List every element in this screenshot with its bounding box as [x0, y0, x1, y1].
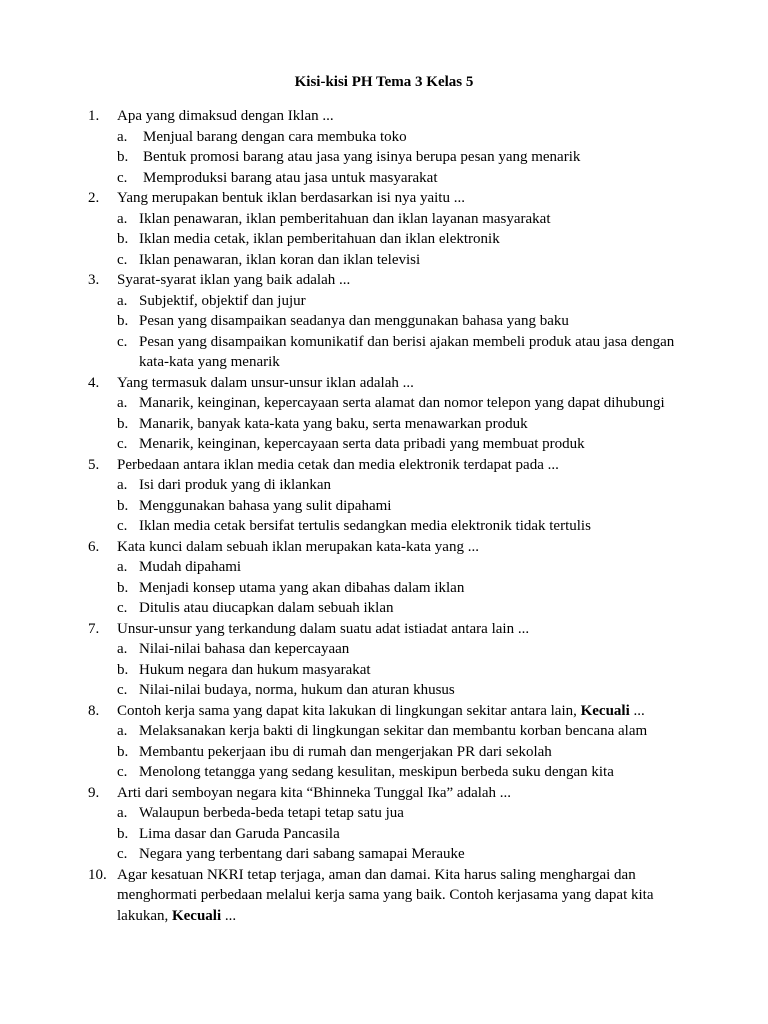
option-item [117, 229, 680, 250]
option-letter: a. [117, 210, 128, 227]
option-item [117, 475, 680, 496]
option-text: Menjual barang dengan cara membuka toko [143, 128, 407, 145]
option-item [117, 578, 680, 599]
option-item [117, 393, 680, 414]
option-text: Iklan media cetak, iklan pemberitahuan dan iklan elektronik [139, 231, 500, 247]
question-item [0, 455, 768, 537]
question-number: 2. [88, 190, 100, 206]
option-letter: c. [117, 169, 128, 186]
option-item [117, 209, 680, 230]
option-text: Pesan yang disampaikan komunikatif dan berisi ajakan membeli produk atau jasa dengan kata-kata yang menarik [139, 333, 675, 370]
option-item [117, 721, 680, 742]
option-letter: b. [117, 149, 129, 165]
question-number: 8. [88, 702, 100, 719]
option-text: Iklan penawaran, iklan pemberitahuan dan iklan layanan masyarakat [139, 210, 551, 227]
option-letter: c. [117, 251, 128, 268]
option-item [117, 639, 680, 660]
option-letter: b. [117, 661, 129, 678]
option-text: Iklan media cetak bersifat tertulis sedangkan media elektronik tidak tertulis [139, 518, 591, 534]
option-text: Memproduksi barang atau jasa untuk masyarakat [143, 169, 438, 186]
question-item [0, 373, 768, 455]
option-item [117, 311, 680, 332]
option-text: Menarik, keinginan, kepercayaan serta data pribadi yang membuat produk [139, 436, 585, 452]
question-number: 6. [88, 538, 100, 555]
question-text-tail: ... [629, 702, 645, 719]
option-letter: a. [117, 128, 128, 145]
option-letter: a. [117, 292, 128, 309]
option-letter: b. [117, 497, 129, 514]
option-list [117, 557, 680, 619]
option-text: Isi dari produk yang di iklankan [139, 477, 332, 493]
option-letter: c. [117, 682, 128, 698]
option-letter: b. [117, 825, 129, 842]
question-number: 10. [88, 866, 107, 883]
question-text: Unsur-unsur yang terkandung dalam suatu adat istiadat antara lain ... [117, 620, 530, 637]
question-text-emphasis: Kecuali [580, 702, 630, 719]
option-item [117, 147, 680, 168]
question-number: 1. [88, 108, 100, 124]
option-item [117, 434, 680, 455]
option-text: Bentuk promosi barang atau jasa yang isinya berupa pesan yang menarik [143, 149, 581, 165]
option-list [117, 291, 680, 373]
option-text: Membantu pekerjaan ibu di rumah dan mengerjakan PR dari sekolah [139, 743, 552, 760]
question-number: 5. [88, 456, 100, 473]
option-text: Mudah dipahami [139, 559, 242, 575]
option-letter: a. [117, 395, 128, 411]
option-letter: a. [117, 641, 128, 657]
question-item [0, 106, 768, 188]
option-item [117, 803, 680, 824]
option-letter: a. [117, 477, 128, 493]
question-text: Apa yang dimaksud dengan Iklan ... [117, 108, 334, 124]
option-letter: c. [117, 764, 128, 780]
option-letter: a. [117, 805, 128, 821]
option-item [117, 516, 680, 537]
option-list [117, 639, 680, 701]
option-list [117, 475, 680, 537]
question-text: Perbedaan antara iklan media cetak dan media elektronik terdapat pada ... [117, 456, 559, 473]
question-item [0, 537, 768, 619]
option-item [117, 680, 680, 701]
question-text: Yang termasuk dalam unsur-unsur iklan adalah ... [117, 374, 414, 391]
option-list [117, 209, 680, 271]
question-text-tail: ... [221, 907, 237, 924]
option-text: Manarik, keinginan, kepercayaan serta alamat dan nomor telepon yang dapat dihubungi [139, 395, 665, 411]
option-letter: b. [117, 579, 129, 596]
option-text: Menggunakan bahasa yang sulit dipahami [139, 497, 392, 514]
option-letter: c. [117, 846, 128, 862]
option-item [117, 660, 680, 681]
question-item [0, 188, 768, 270]
question-number: 7. [88, 620, 100, 637]
question-item [0, 619, 768, 701]
option-list [117, 393, 680, 455]
question-text [117, 865, 680, 927]
option-letter: c. [117, 518, 128, 534]
document-title: Kisi-kisi PH Tema 3 Kelas 5 [294, 74, 474, 90]
option-letter: b. [117, 415, 129, 432]
option-text: Negara yang terbentang dari sabang samapai Merauke [139, 846, 465, 862]
question-text-main: Agar kesatuan NKRI tetap terjaga, aman dan damai. Kita harus saling menghargai dan menghormati perbedaan melalui kerja sama yang baik. Contoh kerjasama yang dapat kita lakukan, [117, 866, 654, 924]
option-item [117, 496, 680, 517]
option-letter: b. [117, 743, 129, 760]
question-item [0, 783, 768, 865]
question-text [117, 701, 680, 722]
option-text: Walaupun berbeda-beda tetapi tetap satu jua [139, 805, 404, 821]
option-letter: a. [117, 559, 128, 575]
question-item [0, 701, 768, 783]
option-letter: c. [117, 436, 128, 452]
option-item [117, 168, 680, 189]
option-item [117, 291, 680, 312]
question-number: 9. [88, 784, 100, 801]
option-text: Lima dasar dan Garuda Pancasila [139, 825, 340, 842]
option-item [117, 762, 680, 783]
option-item [117, 332, 680, 373]
option-item [117, 824, 680, 845]
option-text: Manarik, banyak kata-kata yang baku, serta menawarkan produk [139, 415, 528, 432]
option-text: Ditulis atau diucapkan dalam sebuah iklan [139, 600, 394, 616]
option-letter: c. [117, 600, 128, 616]
question-text: Kata kunci dalam sebuah iklan merupakan kata-kata yang ... [117, 538, 479, 555]
option-list [117, 127, 680, 189]
option-text: Nilai-nilai budaya, norma, hukum dan aturan khusus [139, 682, 455, 698]
option-list [117, 803, 680, 865]
question-text: Syarat-syarat iklan yang baik adalah ... [117, 272, 351, 288]
option-item [117, 250, 680, 271]
option-letter: b. [117, 231, 129, 247]
option-item [117, 557, 680, 578]
option-item [117, 742, 680, 763]
option-text: Nilai-nilai bahasa dan kepercayaan [139, 641, 350, 657]
option-text: Subjektif, objektif dan jujur [139, 292, 306, 309]
option-text: Iklan penawaran, iklan koran dan iklan televisi [139, 251, 421, 268]
option-letter: b. [117, 313, 129, 329]
question-list [0, 106, 768, 926]
question-item [0, 270, 768, 373]
question-text: Yang merupakan bentuk iklan berdasarkan isi nya yaitu ... [117, 190, 465, 206]
option-text: Pesan yang disampaikan seadanya dan menggunakan bahasa yang baku [139, 313, 569, 329]
question-text: Arti dari semboyan negara kita “Bhinneka Tunggal Ika” adalah ... [117, 784, 512, 801]
option-text: Hukum negara dan hukum masyarakat [139, 661, 371, 678]
option-text: Menjadi konsep utama yang akan dibahas dalam iklan [139, 579, 465, 596]
question-number: 3. [88, 272, 100, 288]
question-item [0, 865, 768, 927]
option-text: Menolong tetangga yang sedang kesulitan, meskipun berbeda suku dengan kita [139, 764, 614, 780]
option-item [117, 598, 680, 619]
option-item [117, 414, 680, 435]
option-item [117, 844, 680, 865]
option-text: Melaksanakan kerja bakti di lingkungan sekitar dan membantu korban bencana alam [139, 723, 648, 739]
option-letter: a. [117, 723, 128, 739]
option-list [117, 721, 680, 783]
option-item [117, 127, 680, 148]
option-letter: c. [117, 333, 128, 350]
question-number: 4. [88, 374, 100, 391]
question-text-emphasis: Kecuali [171, 907, 222, 924]
question-text-main: Contoh kerja sama yang dapat kita lakukan di lingkungan sekitar antara lain, [117, 702, 581, 719]
